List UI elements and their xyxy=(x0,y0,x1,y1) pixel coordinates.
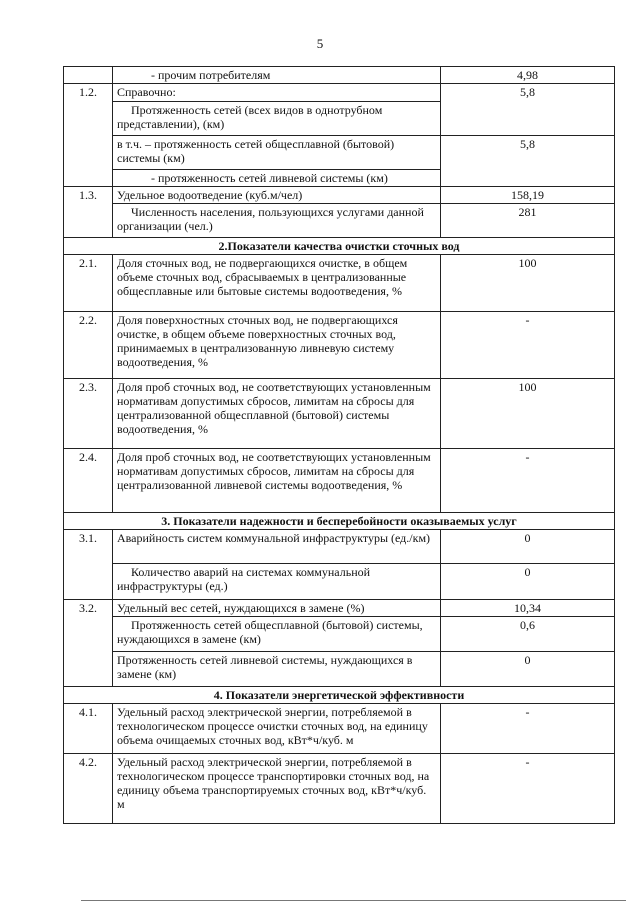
row-value: - xyxy=(441,754,615,824)
table-row xyxy=(64,84,615,102)
section-header xyxy=(64,687,615,704)
table-row xyxy=(64,204,615,238)
row-value: - xyxy=(441,312,615,379)
row-value: 10,34 xyxy=(441,600,615,617)
table-row xyxy=(64,652,615,687)
row-number: 2.3. xyxy=(64,379,113,449)
table-row xyxy=(64,564,615,600)
row-value: 0 xyxy=(441,652,615,687)
table-row xyxy=(64,617,615,652)
row-value: 5,8 xyxy=(441,84,615,136)
row-text: Доля поверхностных сточных вод, не подвергающихся очистке, в общем объеме поверхностных сточных вод, принимаемых в централизованную ливневую систему водоотведения, % xyxy=(113,312,441,379)
row-number: 2.4. xyxy=(64,449,113,513)
row-number xyxy=(64,67,113,84)
row-text: Удельный расход электрической энергии, потребляемой в технологическом процессе очистки сточных вод, на единицу объема очищаемых сточных вод, кВт*ч/куб. м xyxy=(113,704,441,754)
row-text: - прочим потребителям xyxy=(113,67,441,84)
row-text: Протяженность сетей общесплавной (бытовой) системы, нуждающихся в замене (км) xyxy=(113,617,441,652)
section-header xyxy=(64,513,615,530)
row-text: Количество аварий на системах коммунальной инфраструктуры (ед.) xyxy=(113,564,441,600)
table-row xyxy=(64,530,615,564)
table-row xyxy=(64,136,615,170)
row-text: Численность населения, пользующихся услугами данной организации (чел.) xyxy=(113,204,441,238)
row-number: 3.1. xyxy=(64,530,113,600)
row-text: Доля сточных вод, не подвергающихся очистке, в общем объеме сточных вод, сбрасываемых в централизованные общесплавные или бытовые системы водоотведения, % xyxy=(113,255,441,312)
row-text: Удельный вес сетей, нуждающихся в замене (%) xyxy=(113,600,441,617)
row-value: 4,98 xyxy=(441,67,615,84)
row-number: 4.1. xyxy=(64,704,113,754)
section-title: 2.Показатели качества очистки сточных вод xyxy=(64,238,615,255)
row-value: - xyxy=(441,449,615,513)
row-number: 1.2. xyxy=(64,84,113,187)
row-number: 2.1. xyxy=(64,255,113,312)
section-title: 3. Показатели надежности и бесперебойности оказываемых услуг xyxy=(64,513,615,530)
table-row xyxy=(64,187,615,204)
row-value: - xyxy=(441,704,615,754)
row-value: 0,6 xyxy=(441,617,615,652)
bottom-divider xyxy=(81,900,626,901)
page-number: 5 xyxy=(316,36,324,51)
row-number: 4.2. xyxy=(64,754,113,824)
row-text: в т.ч. – протяженность сетей общесплавной (бытовой) системы (км) xyxy=(113,136,441,170)
row-number: 2.2. xyxy=(64,312,113,379)
table-row xyxy=(64,449,615,513)
row-value: 5,8 xyxy=(441,136,615,187)
row-value: 0 xyxy=(441,530,615,564)
row-value: 0 xyxy=(441,564,615,600)
row-text: Удельное водоотведение (куб.м/чел) xyxy=(113,187,441,204)
table-row xyxy=(64,312,615,379)
row-number: 1.3. xyxy=(64,187,113,238)
row-value: 158,19 xyxy=(441,187,615,204)
table-row xyxy=(64,600,615,617)
section-header xyxy=(64,238,615,255)
row-text: Справочно: xyxy=(113,84,441,102)
table-row xyxy=(64,704,615,754)
table-row xyxy=(64,255,615,312)
row-number: 3.2. xyxy=(64,600,113,687)
section-title: 4. Показатели энергетической эффективности xyxy=(64,687,615,704)
row-value: 100 xyxy=(441,255,615,312)
table-row xyxy=(64,379,615,449)
row-text: Удельный расход электрической энергии, потребляемой в технологическом процессе транспортировки сточных вод, на единицу объема транспортируемых сточных вод, кВт*ч/куб. м xyxy=(113,754,441,824)
row-text: Протяженность сетей (всех видов в однотрубном представлении), (км) xyxy=(113,102,441,136)
row-text: Протяженность сетей ливневой системы, нуждающихся в замене (км) xyxy=(113,652,441,687)
table-row xyxy=(64,67,615,84)
table-row xyxy=(64,754,615,824)
row-text: - протяженность сетей ливневой системы (км) xyxy=(113,170,441,187)
indicators-table-body xyxy=(64,67,615,824)
indicators-table xyxy=(63,66,615,824)
row-value: 281 xyxy=(441,204,615,238)
row-text: Доля проб сточных вод, не соответствующих установленным нормативам допустимых сбросов, лимитам на сбросы для централизованной общесплавной (бытовой) системы водоотведения, % xyxy=(113,379,441,449)
row-text: Доля проб сточных вод, не соответствующих установленным нормативам допустимых сбросов, лимитам на сбросы для централизованной ливневой системы водоотведения, % xyxy=(113,449,441,513)
row-value: 100 xyxy=(441,379,615,449)
row-text: Аварийность систем коммунальной инфраструктуры (ед./км) xyxy=(113,530,441,564)
